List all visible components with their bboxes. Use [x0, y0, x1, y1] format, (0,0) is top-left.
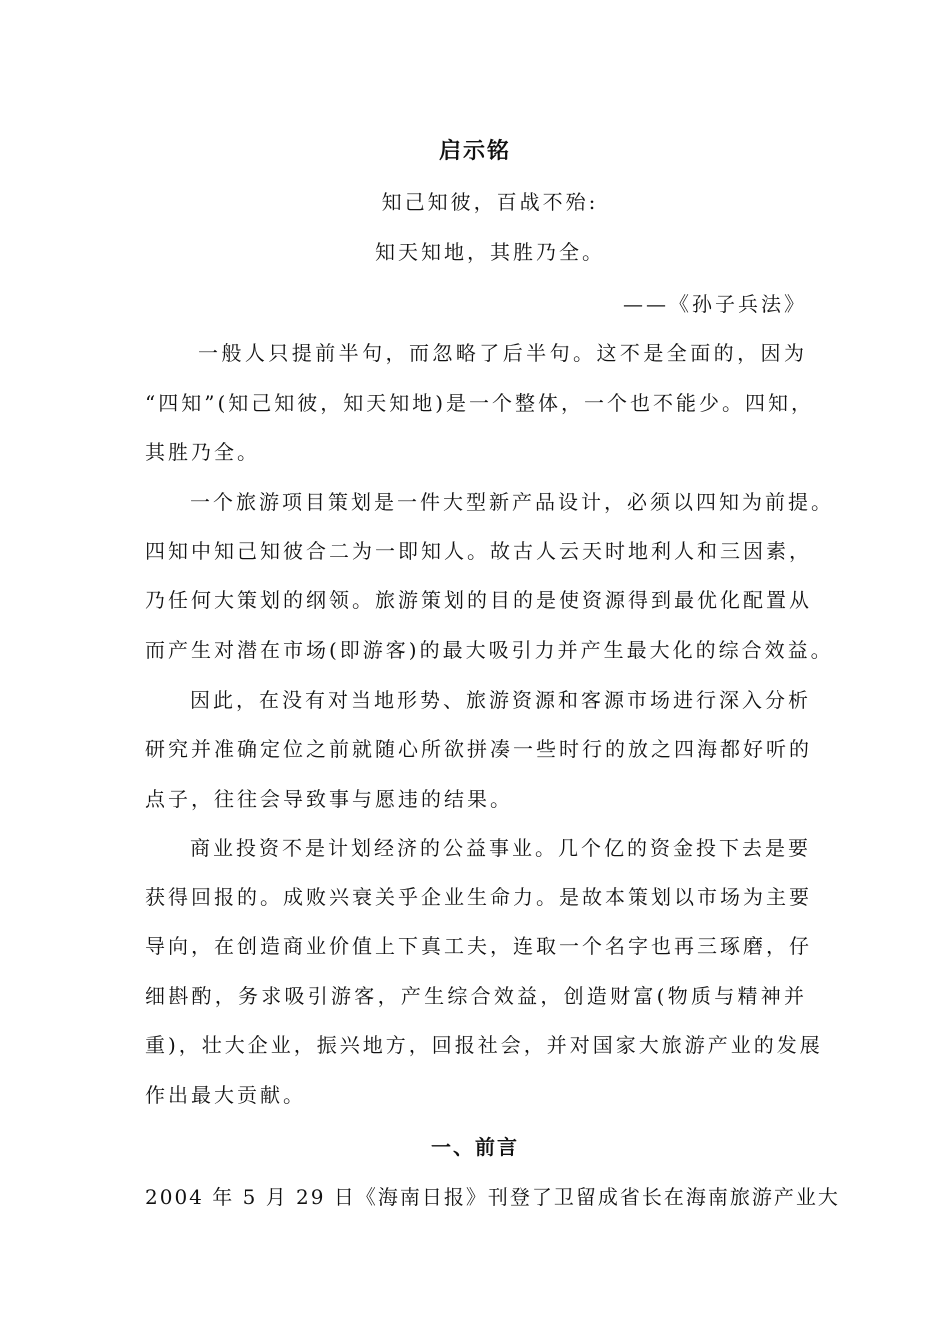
- paragraph-line: 四知中知己知彼合二为一即知人。故古人云天时地利人和三因素，: [145, 539, 812, 563]
- section-heading: 一、前言: [431, 1135, 519, 1159]
- paragraph-line: “四知”(知己知彼，知天知地)是一个整体，一个也不能少。四知，: [145, 391, 815, 415]
- paragraph-line: 获得回报的。成败兴衰关乎企业生命力。是故本策划以市场为主要: [145, 885, 812, 909]
- quote-attribution: ——《孙子兵法》: [623, 292, 807, 316]
- paragraph-line: 细斟酌，务求吸引游客，产生综合效益，创造财富(物质与精神并: [145, 984, 807, 1008]
- paragraph-line: 其胜乃全。: [145, 440, 260, 464]
- paragraph-line: 作出最大贡献。: [145, 1083, 306, 1107]
- paragraph-line: 而产生对潜在市场(即游客)的最大吸引力并产生最大化的综合效益。: [145, 638, 834, 662]
- paragraph-line: 因此，在没有对当地形势、旅游资源和客源市场进行深入分析: [190, 688, 811, 712]
- paragraph-line: 乃任何大策划的纲领。旅游策划的目的是使资源得到最优化配置从: [145, 588, 812, 612]
- poem-line-1: 知己知彼，百战不殆:: [381, 190, 599, 214]
- paragraph-line: 研究并准确定位之前就随心所欲拼凑一些时行的放之四海都好听的: [145, 737, 812, 761]
- paragraph-line: 导向，在创造商业价值上下真工夫，连取一个名字也再三琢磨，仔: [145, 934, 812, 958]
- paragraph-line: 一个旅游项目策划是一件大型新产品设计，必须以四知为前提。: [190, 490, 834, 514]
- document-title: 启示铭: [438, 139, 511, 164]
- paragraph-line: 点子，往往会导致事与愿违的结果。: [145, 787, 513, 811]
- poem-line-2: 知天知地，其胜乃全。: [375, 240, 605, 264]
- section-first-line: 2004 年 5 月 29 日《海南日报》刊登了卫留成省长在海南旅游产业大: [145, 1185, 840, 1209]
- paragraph-line: 重)，壮大企业，振兴地方，回报社会，并对国家大旅游产业的发展: [145, 1033, 823, 1057]
- paragraph-line: 商业投资不是计划经济的公益事业。几个亿的资金投下去是要: [190, 836, 811, 860]
- paragraph-line: 一般人只提前半句，而忽略了后半句。这不是全面的，因为: [198, 341, 807, 365]
